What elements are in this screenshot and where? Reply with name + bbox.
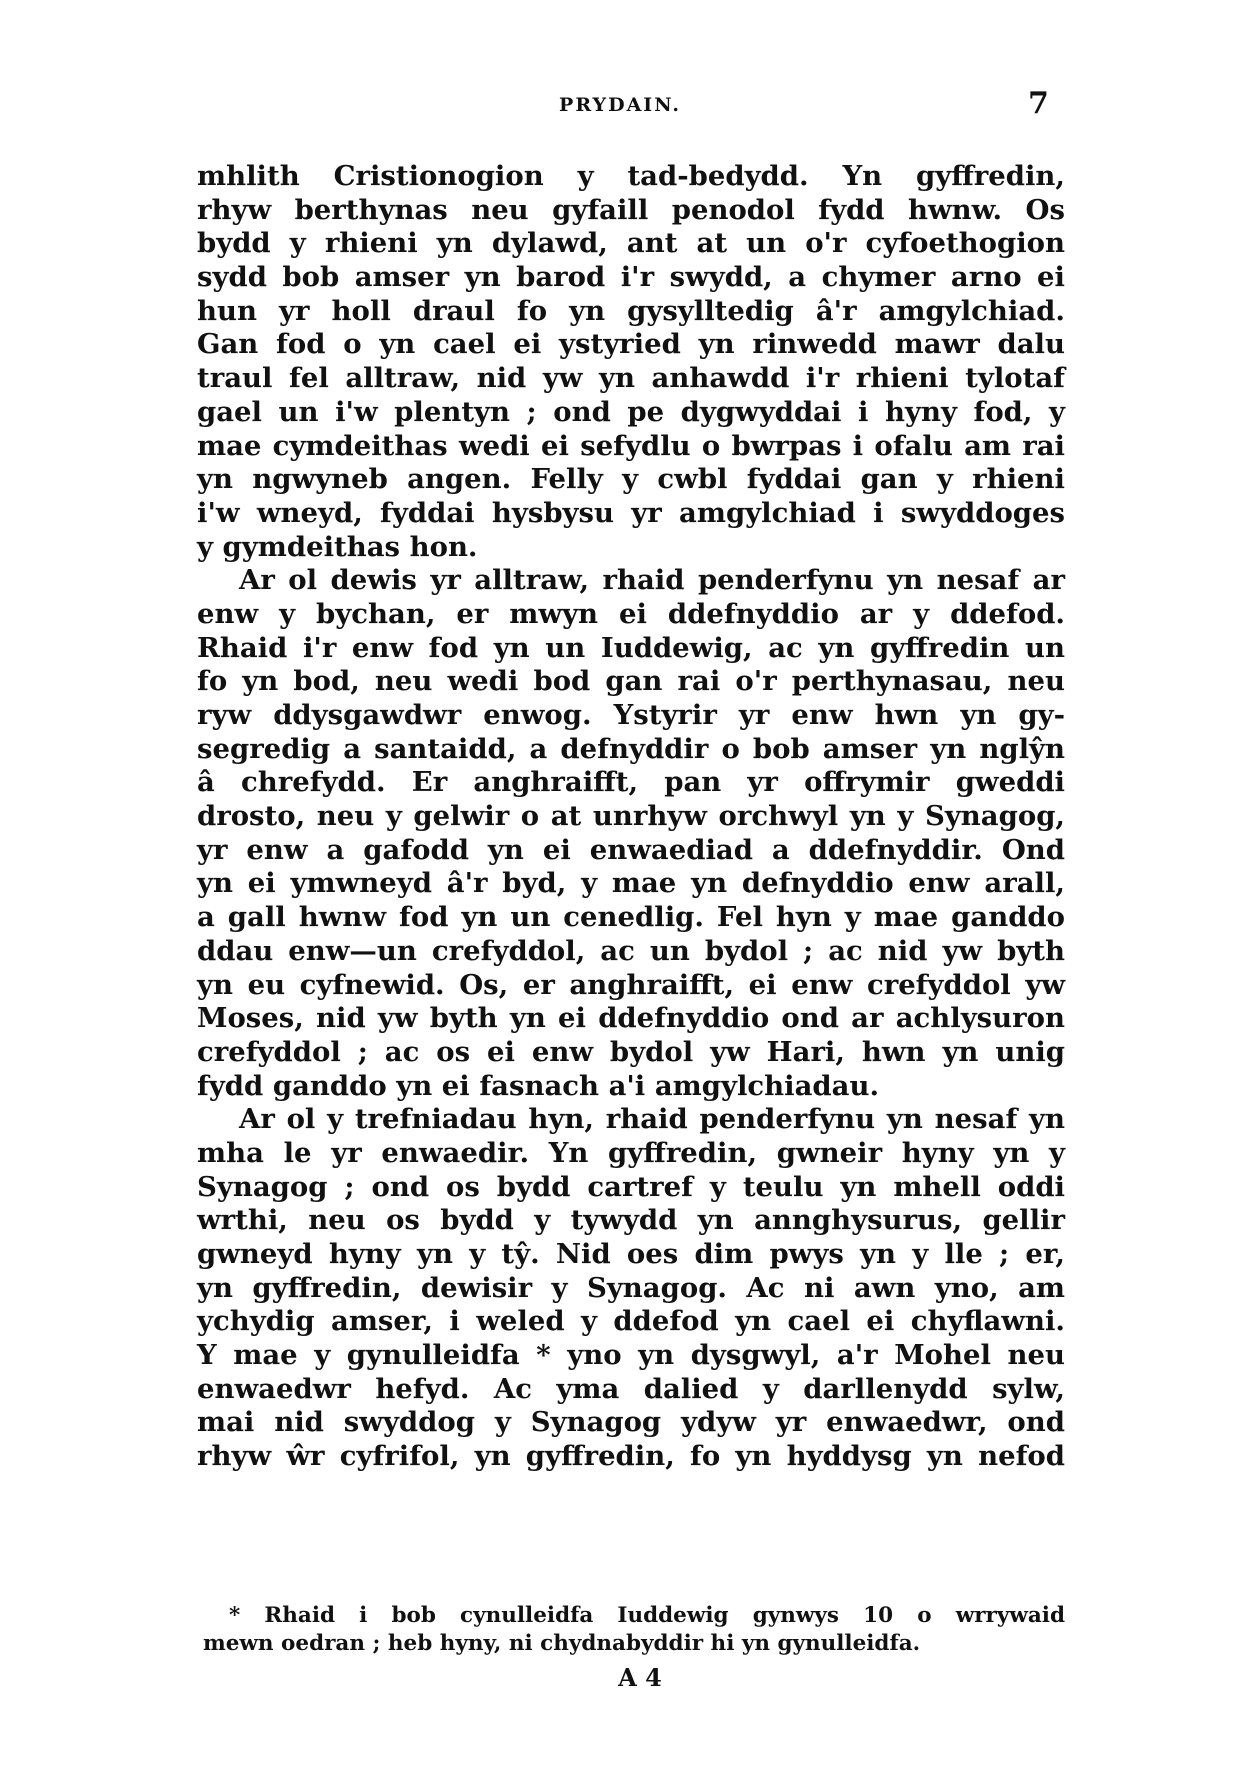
- text-line: enwaedwr hefyd. Ac yma dalied y darllenydd sylw,: [197, 1372, 1065, 1405]
- running-title: PRYDAIN.: [559, 94, 681, 116]
- footnote-line: mewn oedran ; heb hyny, ni chydnabyddir hi yn gynulleidfa.: [203, 1631, 921, 1656]
- text-line: rhyw berthynas neu gyfaill penodol fydd hwnw. Os: [197, 193, 1065, 226]
- text-line: crefyddol ; ac os ei enw bydol yw Hari, hwn yn unig: [197, 1035, 1065, 1068]
- text-line: enw y bychan, er mwyn ei ddefnyddio ar y ddefod.: [197, 597, 1065, 630]
- page-number: 7: [1028, 86, 1049, 121]
- text-line: â chrefydd. Er anghraifft, pan yr offrymir gweddi: [197, 766, 1065, 799]
- text-line: fydd ganddo yn ei fasnach a'i amgylchiadau.: [197, 1069, 880, 1102]
- body-text: [197, 160, 1065, 1474]
- text-line: ddau enw—un crefyddol, ac un bydol ; ac nid yw byth: [197, 934, 1065, 967]
- text-line: yn eu cyfnewid. Os, er anghraifft, ei enw crefyddol yw: [197, 968, 1065, 1001]
- text-line: sydd bob amser yn barod i'r swydd, a chymer arno ei: [197, 261, 1065, 294]
- text-line: ychydig amser, i weled y ddefod yn cael ei chyflawni.: [197, 1305, 1065, 1338]
- paragraph-start-line: Ar ol y trefniadau hyn, rhaid penderfynu yn nesaf yn: [239, 1103, 1065, 1136]
- text-line: hun yr holl draul fo yn gysylltedig â'r amgylchiad.: [197, 294, 1065, 327]
- text-line: mhlith Cristionogion y tad-bedydd. Yn gyffredin,: [197, 160, 1065, 192]
- text-line: fo yn bod, neu wedi bod gan rai o'r perthynasau, neu: [197, 665, 1065, 698]
- text-line: Synagog ; ond os bydd cartref y teulu yn mhell oddi: [197, 1170, 1065, 1203]
- footnote: [203, 1602, 1065, 1658]
- text-line: y gymdeithas hon.: [197, 530, 478, 563]
- text-line: yr enw a gafodd yn ei enwaediad a ddefnyddir. Ond: [197, 833, 1065, 866]
- footnote-line: * Rhaid i bob cynulleidfa Iuddewig gynwys 10 o wrrywaid: [229, 1603, 1065, 1628]
- text-line: mai nid swyddog y Synagog ydyw yr enwaedwr, ond: [197, 1406, 1065, 1439]
- text-line: Rhaid i'r enw fod yn un Iuddewig, ac yn gyffredin un: [197, 631, 1065, 664]
- text-line: Y mae y gynulleidfa * yno yn dysgwyl, a'r Mohel neu: [197, 1339, 1065, 1372]
- text-line: wrthi, neu os bydd y tywydd yn annghysurus, gellir: [197, 1204, 1065, 1237]
- running-head: [0, 86, 1259, 126]
- text-line: mae cymdeithas wedi ei sefydlu o bwrpas i ofalu am rai: [197, 429, 1065, 462]
- text-line: segredig a santaidd, a defnyddir o bob amser yn nglŷn: [197, 732, 1065, 765]
- text-line: yn ngwyneb angen. Felly y cwbl fyddai gan y rhieni: [197, 463, 1065, 496]
- text-line: a gall hwnw fod yn un cenedlig. Fel hyn y mae ganddo: [197, 901, 1065, 934]
- text-line: gael un i'w plentyn ; ond pe dygwyddai i hyny fod, y: [197, 395, 1065, 428]
- text-line: i'w wneyd, fyddai hysbysu yr amgylchiad i swyddoges: [197, 496, 1065, 529]
- text-line: Gan fod o yn cael ei ystyried yn rinwedd mawr dalu: [197, 328, 1065, 361]
- text-line: mha le yr enwaedir. Yn gyffredin, gwneir hyny yn y: [197, 1136, 1065, 1169]
- signature-mark: A 4: [618, 1663, 662, 1692]
- text-line: drosto, neu y gelwir o at unrhyw orchwyl yn y Synagog,: [197, 800, 1065, 833]
- text-line: bydd y rhieni yn dylawd, ant at un o'r cyfoethogion: [197, 227, 1065, 260]
- text-line: yn gyffredin, dewisir y Synagog. Ac ni awn yno, am: [197, 1271, 1065, 1304]
- text-line: gwneyd hyny yn y tŷ. Nid oes dim pwys yn y lle ; er,: [197, 1238, 1065, 1270]
- text-line: rhyw ŵr cyfrifol, yn gyffredin, fo yn hyddysg yn nefod: [197, 1440, 1065, 1473]
- text-line: yn ei ymwneyd â'r byd, y mae yn defnyddio enw arall,: [197, 867, 1065, 900]
- text-line: traul fel alltraw, nid yw yn anhawdd i'r rhieni tylotaf: [197, 362, 1065, 395]
- text-line: Moses, nid yw byth yn ei ddefnyddio ond ar achlysuron: [197, 1002, 1065, 1035]
- text-line: ryw ddysgawdwr enwog. Ystyrir yr enw hwn yn gy-: [197, 699, 1065, 731]
- paragraph-start-line: Ar ol dewis yr alltraw, rhaid penderfynu yn nesaf ar: [239, 564, 1065, 597]
